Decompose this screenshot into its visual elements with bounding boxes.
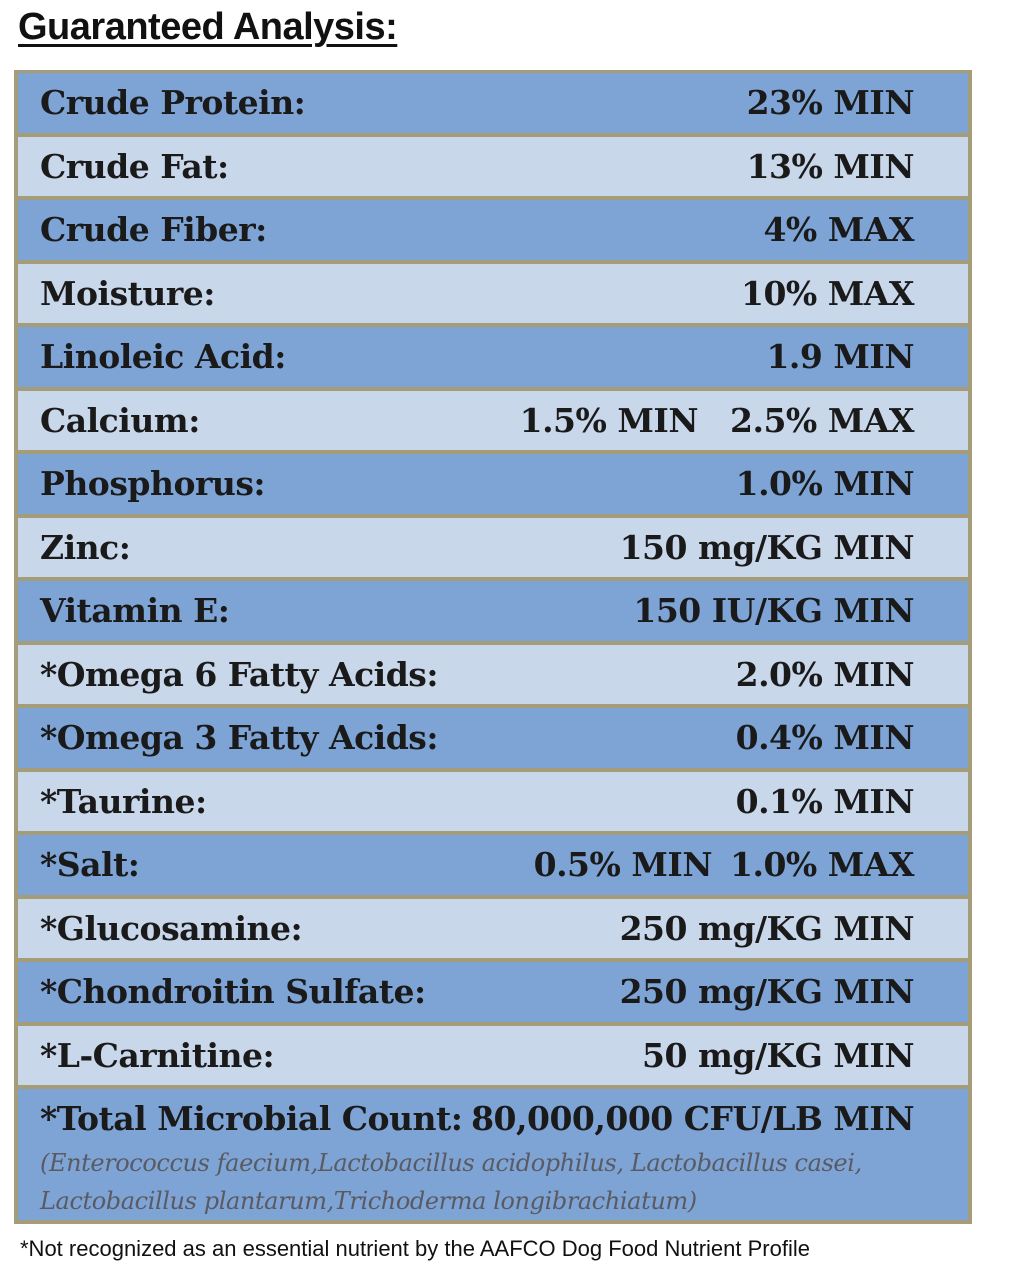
table-row (18, 137, 968, 197)
table-row (18, 264, 968, 324)
row-label: *Omega 6 Fatty Acids: (40, 654, 439, 694)
row-value-min: 0.5% MIN (533, 845, 712, 885)
table-row (18, 835, 968, 895)
row-label: Moisture: (40, 273, 215, 313)
row-label: *L-Carnitine: (40, 1035, 275, 1075)
row-label: *Total Microbial Count: (40, 1099, 463, 1138)
row-value: 10% MAX (740, 273, 914, 313)
row-value-max: 1.0% MAX (730, 845, 914, 885)
row-label: Zinc: (40, 527, 131, 567)
table-row (18, 645, 968, 705)
table-row (18, 581, 968, 641)
table-row (18, 391, 968, 451)
row-label: *Salt: (40, 845, 140, 885)
table-row (18, 962, 968, 1022)
row-label: *Chondroitin Sulfate: (40, 972, 426, 1012)
table-row (18, 200, 968, 260)
row-label: Phosphorus: (40, 464, 266, 504)
row-value: 1.0% MIN (735, 464, 914, 504)
row-value: 0.4% MIN (735, 718, 914, 758)
table-row (18, 1026, 968, 1086)
row-label: Calcium: (40, 400, 200, 440)
note-line: (Enterococcus faecium,Lactobacillus acidophilus, Lactobacillus casei, (40, 1149, 862, 1177)
row-label: *Omega 3 Fatty Acids: (40, 718, 439, 758)
row-value: 250 mg/KG MIN (619, 908, 914, 948)
row-label: Linoleic Acid: (40, 337, 286, 377)
row-label: *Taurine: (40, 781, 207, 821)
row-value: 4% MAX (763, 210, 914, 250)
table-row (18, 327, 968, 387)
row-value: 250 mg/KG MIN (619, 972, 914, 1012)
row-value-min: 1.5% MIN (519, 400, 698, 440)
analysis-table (14, 70, 972, 1224)
row-value-max: 2.5% MAX (730, 400, 914, 440)
row-value: 0.1% MIN (735, 781, 914, 821)
page-title: Guaranteed Analysis: (18, 6, 398, 48)
table-row (18, 899, 968, 959)
table-row (18, 454, 968, 514)
row-value: 50 mg/KG MIN (642, 1035, 914, 1075)
row-label: Crude Fat: (40, 146, 229, 186)
microbial-species-note (40, 1144, 914, 1220)
row-value: 1.9 MIN (766, 337, 914, 377)
row-label: Vitamin E: (40, 591, 230, 631)
row-value: 150 IU/KG MIN (633, 591, 914, 631)
footnote: *Not recognized as an essential nutrient by the AAFCO Dog Food Nutrient Profile (20, 1236, 810, 1261)
table-row-microbial (18, 1089, 968, 1220)
row-label: Crude Fiber: (40, 210, 267, 250)
note-line: Lactobacillus plantarum,Trichoderma longibrachiatum) (40, 1187, 697, 1215)
table-row (18, 708, 968, 768)
row-value: 23% MIN (746, 83, 914, 123)
row-value: 80,000,000 CFU/LB MIN (471, 1099, 914, 1138)
table-row (18, 772, 968, 832)
row-value: 13% MIN (746, 146, 914, 186)
row-value: 150 mg/KG MIN (619, 527, 914, 567)
table-row (18, 518, 968, 578)
row-label: Crude Protein: (40, 83, 306, 123)
row-label: *Glucosamine: (40, 908, 303, 948)
table-row (18, 73, 968, 133)
row-value: 2.0% MIN (735, 654, 914, 694)
